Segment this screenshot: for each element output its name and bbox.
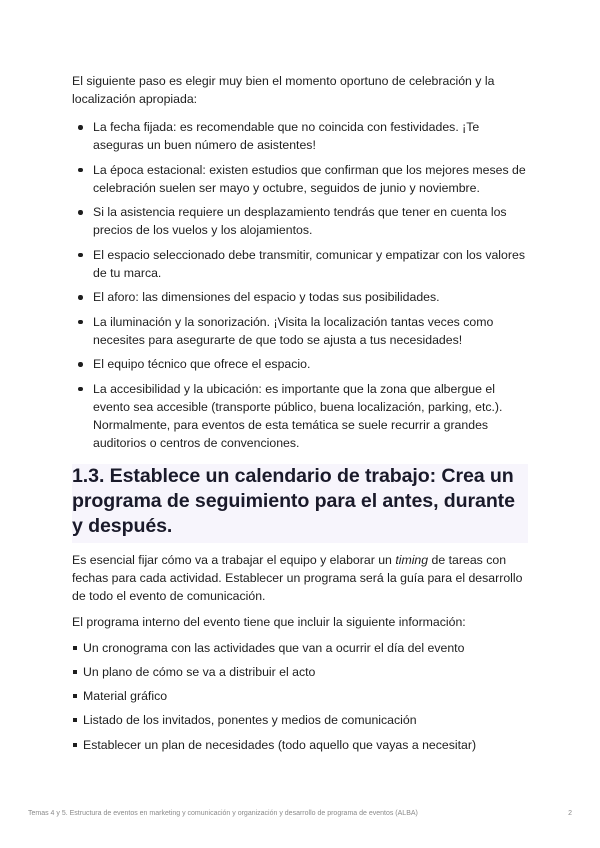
section-heading-block: [72, 464, 528, 543]
list-item: La época estacional: existen estudios que confirman que los mejores meses de celebración suelen ser mayo y octubre, seguidos de junio y noviembre.: [72, 161, 528, 197]
list-item: Material gráfico: [72, 687, 528, 705]
section-paragraph-2: El programa interno del evento tiene que incluir la siguiente información:: [72, 614, 466, 629]
emphasis-timing: timing: [395, 552, 429, 567]
bullet-icon: [78, 387, 83, 392]
list-item: Un cronograma con las actividades que van a ocurrir el día del evento: [72, 639, 528, 657]
square-bullet-icon: [73, 694, 77, 698]
bullet-icon: [78, 320, 83, 325]
section-paragraph-1: Es esencial fijar cómo va a trabajar el equipo y elaborar un timing de tareas con fechas para cada actividad. Establecer un programa será la guía para el desarrollo de todo el evento de comunicación.: [72, 552, 523, 603]
list-item: La iluminación y la sonorización. ¡Visita la localización tantas veces como necesites para asegurarte de que todo se ajusta a tus necesidades!: [72, 313, 528, 349]
bullet-icon: [78, 125, 83, 130]
bullet-icon: [78, 295, 83, 300]
list-item: El espacio seleccionado debe transmitir, comunicar y empatizar con los valores de tu marca.: [72, 246, 528, 282]
list-item: Establecer un plan de necesidades (todo aquello que vayas a necesitar): [72, 736, 528, 754]
bullet-icon: [78, 210, 83, 215]
section-body: [72, 551, 528, 754]
footer-text: Temas 4 y 5. Estructura de eventos en marketing y comunicación y organización y desarrollo de programa de eventos (ALBA): [28, 810, 418, 817]
bullet-icon: [78, 253, 83, 258]
square-bullet-icon: [73, 743, 77, 747]
list-item: La fecha fijada: es recomendable que no coincida con festividades. ¡Te aseguras un buen número de asistentes!: [72, 118, 528, 154]
square-bullet-icon: [73, 670, 77, 674]
page-footer: [28, 810, 572, 817]
list-item: El aforo: las dimensiones del espacio y todas sus posibilidades.: [72, 288, 528, 306]
program-contents-list: [72, 639, 528, 754]
intro-paragraph: El siguiente paso es elegir muy bien el momento oportuno de celebración y la localización apropiada:: [72, 74, 495, 106]
bullet-icon: [78, 362, 83, 367]
square-bullet-icon: [73, 646, 77, 650]
square-bullet-icon: [73, 718, 77, 722]
document-page: [72, 72, 528, 760]
list-item: El equipo técnico que ofrece el espacio.: [72, 355, 528, 373]
section-title: 1.3. Establece un calendario de trabajo: Crea un programa de seguimiento para el antes, durante y después.: [72, 464, 515, 537]
list-item: Un plano de cómo se va a distribuir el acto: [72, 663, 528, 681]
list-item: La accesibilidad y la ubicación: es importante que la zona que albergue el evento sea accesible (transporte público, buena localización, parking, etc.). Normalmente, para eventos de esta temática se suele recurrir a grandes auditorios o centros de convenciones.: [72, 380, 528, 452]
list-item: Si la asistencia requiere un desplazamiento tendrás que tener en cuenta los precios de los vuelos y los alojamientos.: [72, 203, 528, 239]
bullet-icon: [78, 168, 83, 173]
list-item: Listado de los invitados, ponentes y medios de comunicación: [72, 711, 528, 729]
venue-criteria-list: [72, 118, 528, 452]
page-number: 2: [568, 810, 572, 817]
